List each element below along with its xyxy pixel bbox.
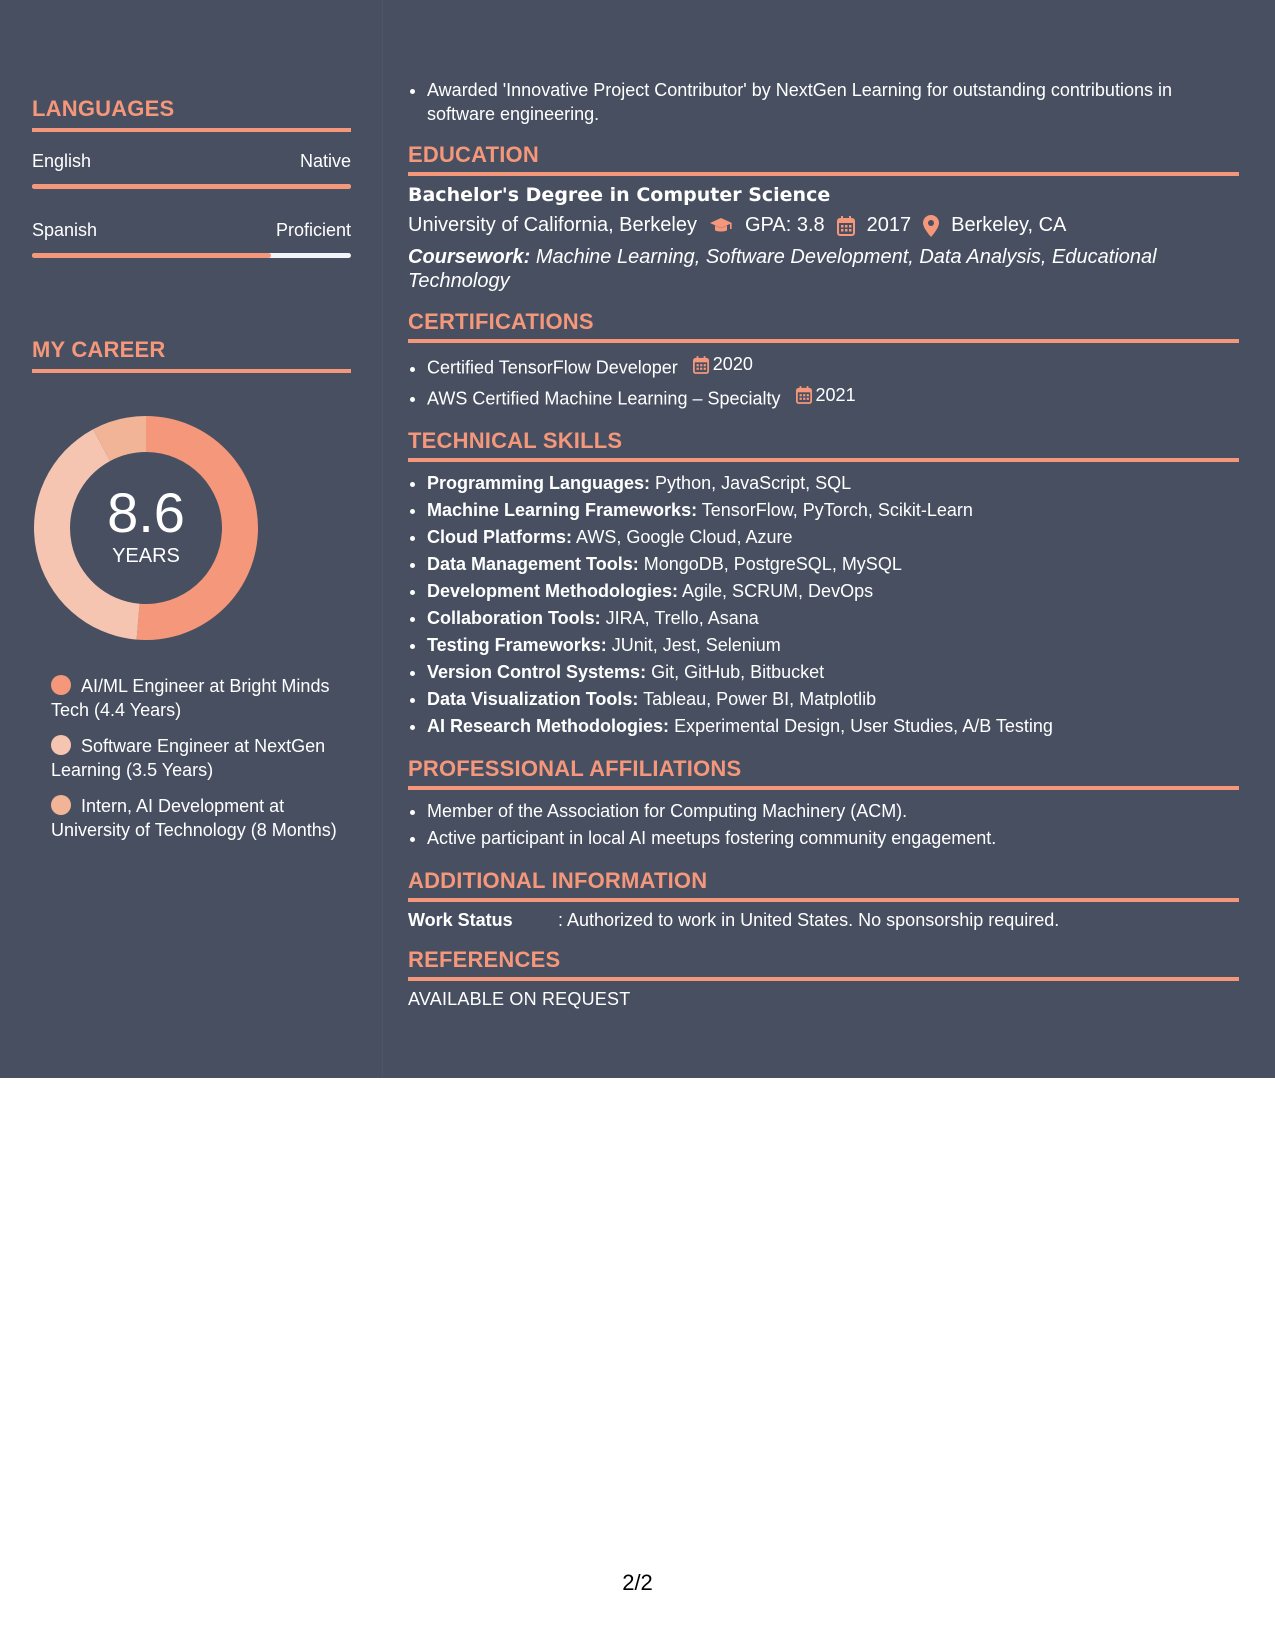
affiliation-item: • Active participant in local AI meetups fostering community engagement. — [427, 825, 1239, 852]
certifications-list — [408, 351, 1239, 412]
skill-label: Version Control Systems: — [427, 662, 647, 682]
language-item — [32, 220, 351, 258]
right-column — [408, 78, 1239, 1010]
skill-value: JUnit, Jest, Selenium — [611, 635, 781, 655]
references-section — [408, 947, 1239, 1010]
calendar-icon — [837, 216, 855, 236]
column-divider — [382, 0, 383, 1078]
certifications-title: CERTIFICATIONS — [408, 309, 1239, 343]
degree-title: Bachelor's Degree in Computer Science — [408, 184, 831, 206]
skill-label: Machine Learning Frameworks: — [427, 500, 698, 520]
skill-value: Agile, SCRUM, DevOps — [682, 581, 874, 601]
language-name: Spanish — [32, 220, 98, 240]
skill-item — [427, 551, 1239, 578]
skill-value: Git, GitHub, Bitbucket — [651, 662, 825, 682]
award-item: • Awarded 'Innovative Project Contributor' by NextGen Learning for outstanding contributions in software engineering. — [427, 78, 1239, 126]
skill-label: Data Management Tools: — [427, 554, 639, 574]
affiliation-item: • Member of the Association for Computing Machinery (ACM). — [427, 798, 1239, 825]
legend-dot-icon — [51, 675, 71, 695]
career-legend-label: Software Engineer at NextGen Learning (3.5 Years) — [51, 736, 326, 780]
career-legend-item — [51, 734, 351, 782]
language-bar-fill — [32, 253, 271, 258]
coursework-label: Coursework: — [408, 246, 531, 268]
skill-item — [427, 497, 1239, 524]
skill-item — [427, 686, 1239, 713]
skill-label: Development Methodologies: — [427, 581, 679, 601]
skill-value: Tableau, Power BI, Matplotlib — [643, 689, 877, 709]
language-name: English — [32, 151, 92, 171]
skills-section — [408, 428, 1239, 740]
language-level: Native — [299, 151, 351, 171]
coursework-list: Machine Learning, Software Development, Data Analysis, Educational Technology — [408, 246, 1157, 292]
additional-section — [408, 868, 1239, 931]
graduation-cap-icon — [709, 217, 733, 235]
references-text: AVAILABLE ON REQUEST — [408, 989, 631, 1009]
calendar-icon — [693, 356, 709, 374]
gpa: GPA: 3.8 — [745, 214, 825, 236]
career-legend-item — [51, 794, 351, 842]
certification-year: 2021 — [815, 384, 856, 405]
certification-name: AWS Certified Machine Learning – Specialty — [427, 388, 781, 408]
affiliations-list — [408, 798, 1239, 852]
language-bar-fill — [32, 184, 351, 189]
references-title: REFERENCES — [408, 947, 1239, 981]
language-level: Proficient — [275, 220, 351, 240]
skill-label: AI Research Methodologies: — [427, 716, 670, 736]
skill-item — [427, 713, 1239, 740]
skill-item — [427, 524, 1239, 551]
certification-item — [427, 351, 1239, 382]
skill-item — [427, 578, 1239, 605]
map-pin-icon — [923, 215, 939, 237]
skill-value: MongoDB, PostgreSQL, MySQL — [643, 554, 902, 574]
education-meta — [408, 214, 1239, 237]
additional-title: ADDITIONAL INFORMATION — [408, 868, 1239, 902]
graduation-year: 2017 — [866, 214, 912, 236]
skill-value: AWS, Google Cloud, Azure — [576, 527, 793, 547]
legend-dot-icon — [51, 795, 71, 815]
skill-label: Programming Languages: — [427, 473, 651, 493]
skill-label: Collaboration Tools: — [427, 608, 601, 628]
affiliations-title: PROFESSIONAL AFFILIATIONS — [408, 756, 1239, 790]
award-list — [408, 78, 1239, 126]
certification-date — [796, 382, 856, 409]
school-location: Berkeley, CA — [951, 214, 1067, 236]
education-title: EDUCATION — [408, 142, 1239, 176]
skill-item — [427, 605, 1239, 632]
skill-item — [427, 470, 1239, 497]
skill-value: JIRA, Trello, Asana — [605, 608, 759, 628]
certification-date — [693, 351, 753, 378]
skill-label: Cloud Platforms: — [427, 527, 573, 547]
career-legend-label: Intern, AI Development at University of Technology (8 Months) — [51, 796, 337, 840]
certification-name: Certified TensorFlow Developer — [427, 357, 678, 378]
school-name: University of California, Berkeley — [408, 214, 697, 236]
certification-year: 2020 — [712, 354, 753, 374]
career-title: MY CAREER — [32, 337, 351, 373]
language-item — [32, 151, 351, 189]
language-bar — [32, 253, 351, 258]
certifications-section — [408, 309, 1239, 412]
skill-value: TensorFlow, PyTorch, Scikit-Learn — [701, 500, 973, 520]
work-status-value: : Authorized to work in United States. No sponsorship required. — [558, 910, 1060, 930]
skill-value: Experimental Design, User Studies, A/B Testing — [674, 716, 1053, 736]
career-total-years: 8.6 — [107, 480, 185, 544]
skill-value: Python, JavaScript, SQL — [655, 473, 852, 493]
education-section — [408, 142, 1239, 293]
languages-title: LANGUAGES — [32, 96, 351, 132]
career-total-unit: YEARS — [112, 544, 180, 567]
skills-title: TECHNICAL SKILLS — [408, 428, 1239, 462]
career-legend — [51, 674, 351, 854]
skills-list — [408, 470, 1239, 740]
career-legend-item — [51, 674, 351, 722]
skill-label: Data Visualization Tools: — [427, 689, 639, 709]
affiliations-section — [408, 756, 1239, 852]
calendar-icon — [796, 386, 812, 404]
skill-item — [427, 632, 1239, 659]
career-legend-label: AI/ML Engineer at Bright Minds Tech (4.4 Years) — [51, 676, 330, 720]
legend-dot-icon — [51, 735, 71, 755]
certification-item — [427, 382, 1239, 413]
work-status-row — [408, 910, 1239, 931]
coursework — [408, 245, 1239, 293]
skill-item — [427, 659, 1239, 686]
donut-center — [34, 416, 258, 640]
skill-label: Testing Frameworks: — [427, 635, 607, 655]
page-number: 2/2 — [622, 1570, 653, 1595]
work-status-label: Work Status — [408, 910, 513, 930]
language-bar — [32, 184, 351, 189]
